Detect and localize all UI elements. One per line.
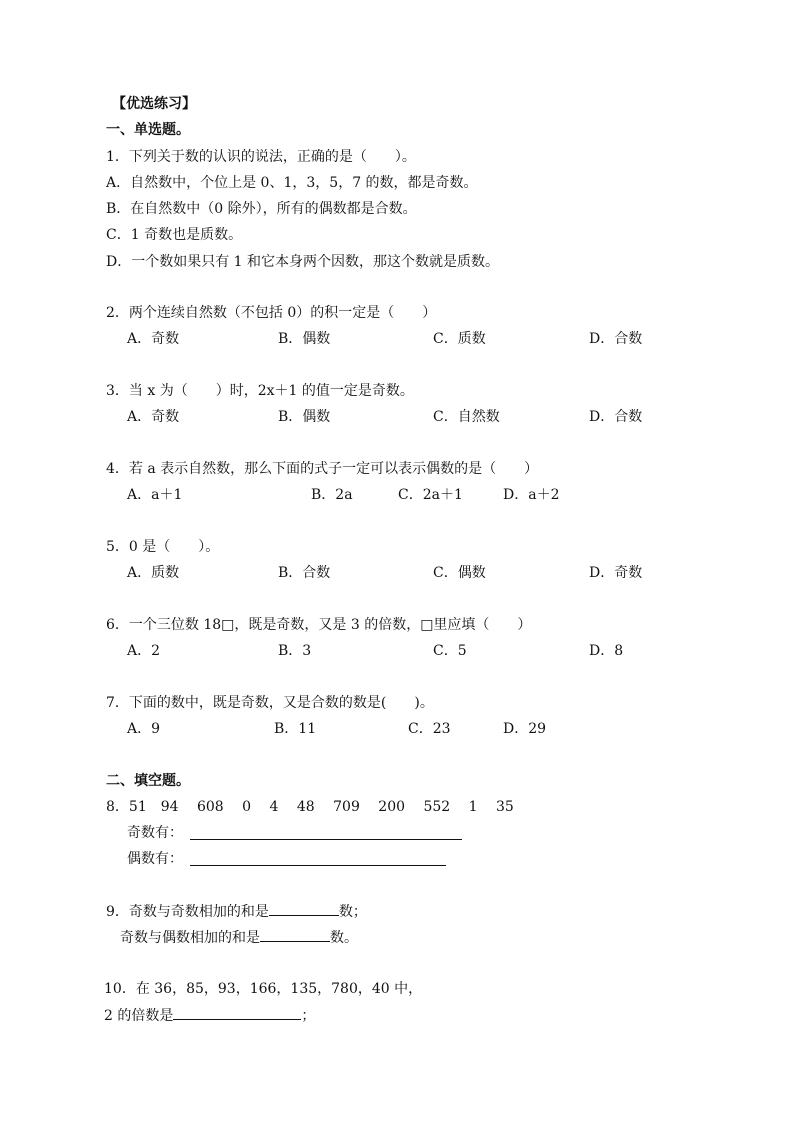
q7-option-d: D．29 bbox=[503, 721, 547, 737]
q2-option-b: B．偶数 bbox=[278, 331, 331, 347]
q8-numbers: 8．51 94 608 0 4 48 709 200 552 1 35 bbox=[106, 799, 514, 815]
q9-line1-text-b: 数； bbox=[338, 904, 367, 920]
q7-option-a: A．9 bbox=[127, 721, 161, 737]
q4-option-a: A．a＋1 bbox=[127, 487, 183, 503]
q1-option-b: B．在自然数中（0 除外），所有的偶数都是合数。 bbox=[106, 201, 417, 217]
q5-option-b: B．合数 bbox=[278, 565, 331, 581]
q3-option-b: B．偶数 bbox=[278, 409, 331, 425]
q9-blank-2[interactable] bbox=[260, 927, 330, 942]
q1-option-c: C．1 奇数也是质数。 bbox=[106, 227, 243, 243]
q4-option-c: C．2a＋1 bbox=[398, 487, 463, 503]
q7-option-b: B．11 bbox=[274, 721, 317, 737]
q8-even-blank[interactable] bbox=[190, 865, 446, 866]
q7-stem: 7．下面的数中，既是奇数，又是合数的数是( )。 bbox=[106, 695, 434, 711]
q6-option-a: A．2 bbox=[127, 643, 161, 659]
q5-option-d: D．奇数 bbox=[589, 565, 643, 581]
q5-option-a: A．质数 bbox=[127, 565, 180, 581]
q10-blank[interactable] bbox=[173, 1005, 301, 1020]
q3-option-c: C．自然数 bbox=[433, 409, 500, 425]
part1-title: 一、单选题。 bbox=[106, 122, 190, 138]
q6-option-b: B．3 bbox=[278, 643, 312, 659]
q10-line2 bbox=[104, 1005, 315, 1026]
q1-option-a: A．自然数中，个位上是 0、1，3，5，7 的数，都是奇数。 bbox=[106, 175, 478, 191]
q8-even-label: 偶数有： bbox=[127, 851, 183, 867]
q9-line1-text-a: 9．奇数与奇数相加的和是 bbox=[106, 904, 269, 920]
q9-line2-text-a: 奇数与偶数相加的和是 bbox=[120, 930, 260, 946]
q4-stem: 4．若 a 表示自然数，那么下面的式子一定可以表示偶数的是（ ） bbox=[106, 461, 539, 477]
q2-option-c: C．质数 bbox=[433, 331, 486, 347]
q2-stem: 2．两个连续自然数（不包括 0）的积一定是（ ） bbox=[106, 305, 437, 321]
q5-option-c: C．偶数 bbox=[433, 565, 486, 581]
q3-stem: 3．当 x 为（ ）时，2x＋1 的值一定是奇数。 bbox=[106, 383, 414, 399]
q4-option-d: D．a＋2 bbox=[503, 487, 560, 503]
q4-option-b: B．2a bbox=[311, 487, 353, 503]
q1-option-d: D．一个数如果只有 1 和它本身两个因数，那这个数就是质数。 bbox=[106, 254, 500, 270]
q9-line2-text-b: 数。 bbox=[330, 930, 358, 946]
q8-odd-label: 奇数有： bbox=[127, 825, 183, 841]
q6-option-d: D．8 bbox=[589, 643, 624, 659]
q9-line2 bbox=[120, 927, 358, 948]
q6-option-c: C．5 bbox=[433, 643, 467, 659]
q1-stem: 1．下列关于数的认识的说法，正确的是（ ）。 bbox=[106, 149, 416, 165]
q10-line2-text-a: 2 的倍数是 bbox=[104, 1008, 174, 1024]
q9-blank-1[interactable] bbox=[269, 901, 339, 916]
q3-option-d: D．合数 bbox=[589, 409, 643, 425]
part2-title: 二、填空题。 bbox=[106, 773, 190, 789]
q8-odd-blank[interactable] bbox=[190, 839, 462, 840]
q7-option-c: C．23 bbox=[408, 721, 451, 737]
q2-option-d: D．合数 bbox=[589, 331, 643, 347]
q5-stem: 5．0 是（ ）。 bbox=[106, 539, 220, 555]
q10-line1: 10．在 36，85，93，166，135，780，40 中， bbox=[104, 981, 423, 997]
q6-stem: 6．一个三位数 18□，既是奇数，又是 3 的倍数，□里应填（ ） bbox=[106, 617, 532, 633]
q3-option-a: A．奇数 bbox=[127, 409, 180, 425]
q2-option-a: A．奇数 bbox=[127, 331, 180, 347]
q10-line2-text-b: ； bbox=[301, 1008, 316, 1024]
section-header: 【优选练习】 bbox=[112, 96, 196, 112]
q9-line1 bbox=[106, 901, 367, 922]
